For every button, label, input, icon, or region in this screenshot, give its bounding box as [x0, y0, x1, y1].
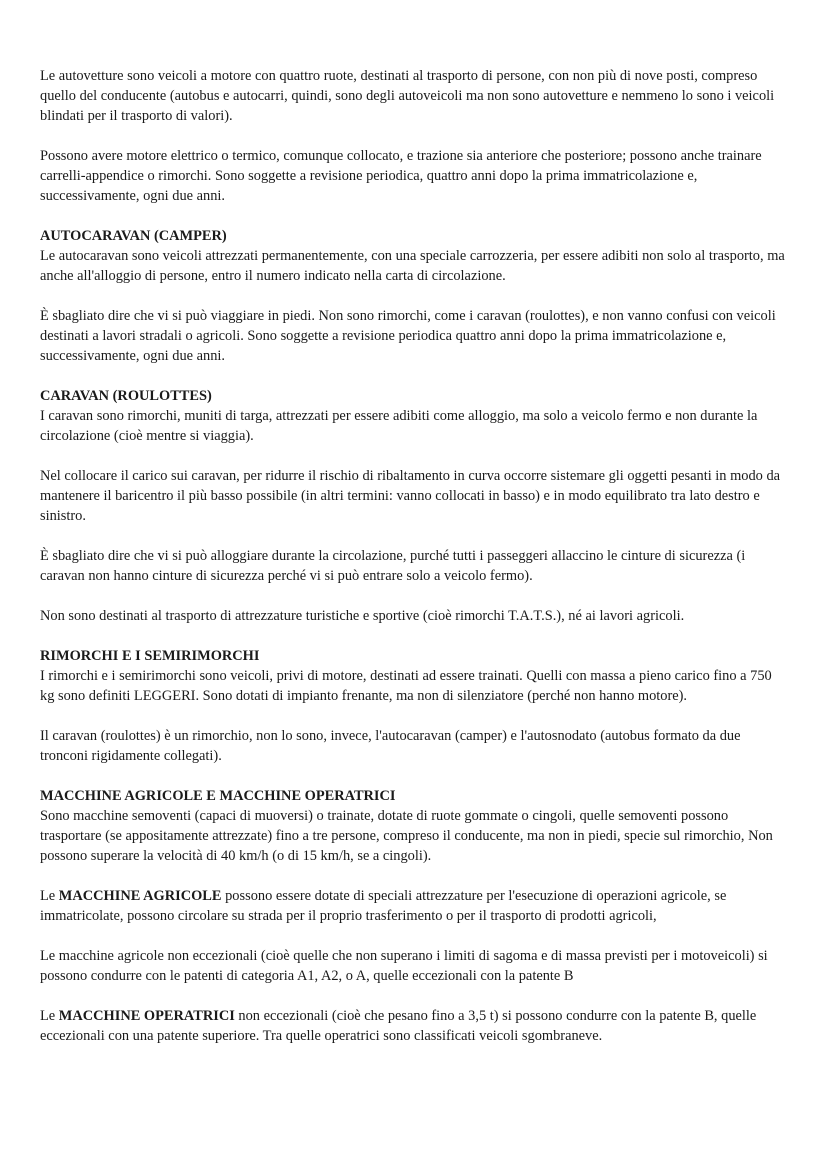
paragraph-gap: [40, 926, 788, 946]
paragraph-gap: [40, 866, 788, 886]
paragraph-gap: [40, 986, 788, 1006]
body-text: possono essere dotate di speciali attrezzature per l'esecuzione di operazioni agricole, se immatricolate, possono circolare su strada per il proprio trasferimento o per il trasporto di prodotti agricoli,: [40, 888, 727, 924]
heading-macchine: MACCHINE AGRICOLE E MACCHINE OPERATRICI: [40, 788, 396, 804]
paragraph-gap: [40, 706, 788, 726]
paragraph-caravan-definition: I caravan sono rimorchi, muniti di targa, attrezzati per essere adibiti come alloggio, ma solo a veicolo fermo e non durante la circolazione (cioè mentre si viaggia).: [40, 408, 758, 444]
lead-text: Le: [40, 888, 59, 904]
lead-text: Le: [40, 1008, 59, 1024]
paragraph-gap: [40, 626, 788, 646]
bold-term-macchine-agricole: MACCHINE AGRICOLE: [58, 888, 222, 904]
paragraph-autocaravan-note: È sbagliato dire che vi si può viaggiare in piedi. Non sono rimorchi, come i caravan (roulottes), e non vanno confusi con veicoli destinati a lavori stradali o agricoli. Sono soggette a revisione periodica quattro anni dopo la prima immatricolazione e, successivamente, ogni due anni.: [40, 308, 776, 364]
paragraph-caravan-carico: Nel collocare il carico sui caravan, per ridurre il rischio di ribaltamento in curva occorre sistemare gli oggetti pesanti in modo da mantenere il baricentro il più basso possibile (in altri termini: vanno collocati in basso) e in modo equilibrato tra lato destro e sinistro.: [40, 468, 781, 524]
paragraph-gap: [40, 766, 788, 786]
paragraph-macchine-operatrici: [40, 1006, 788, 1046]
heading-rimorchi: RIMORCHI E I SEMIRIMORCHI: [40, 648, 260, 664]
paragraph-autovetture-motore: Possono avere motore elettrico o termico, comunque collocato, e trazione sia anteriore che posteriore; possono anche trainare carrelli-appendice o rimorchi. Sono soggette a revisione periodica, quattro anni dopo la prima immatricolazione e, successivamente, ogni due anni.: [40, 148, 762, 204]
paragraph-rimorchi-definition: I rimorchi e i semirimorchi sono veicoli, privi di motore, destinati ad essere trainati. Quelli con massa a pieno carico fino a 750 kg sono definiti LEGGERI. Sono dotati di impianto frenante, ma non di silenziatore (perché non hanno motore).: [40, 668, 772, 704]
body-text: non eccezionali (cioè che pesano fino a 3,5 t) si possono condurre con la patente B, quelle eccezionali con una patente superiore. Tra quelle operatrici sono classificati veicoli sgombraneve.: [40, 1008, 757, 1044]
paragraph-macchine-definition: Sono macchine semoventi (capaci di muoversi) o trainate, dotate di ruote gommate o cingoli, quelle semoventi possono trasportare (se appositamente attrezzate) fino a tre persone, compreso il conducente, ma non in piedi, specie sul rimorchio, Non possono superare la velocità di 40 km/h (o di 15 km/h, se a cingoli).: [40, 808, 773, 864]
bold-term-macchine-operatrici: MACCHINE OPERATRICI: [58, 1008, 235, 1024]
paragraph-autocaravan-definition: Le autocaravan sono veicoli attrezzati permanentemente, con una speciale carrozzeria, per essere adibiti non solo al trasporto, ma anche all'alloggio di persone, entro il numero indicato nella carta di circolazione.: [40, 248, 785, 284]
paragraph-gap: [40, 586, 788, 606]
paragraph-gap: [40, 286, 788, 306]
heading-caravan: CARAVAN (ROULOTTES): [40, 388, 212, 404]
heading-autocaravan: AUTOCARAVAN (CAMPER): [40, 228, 227, 244]
paragraph-caravan-tats: Non sono destinati al trasporto di attrezzature turistiche e sportive (cioè rimorchi T.A.T.S.), né ai lavori agricoli.: [40, 608, 685, 624]
paragraph-gap: [40, 366, 788, 386]
paragraph-gap: [40, 126, 788, 146]
paragraph-autovetture-definition: Le autovetture sono veicoli a motore con quattro ruote, destinati al trasporto di persone, con non più di nove posti, compreso quello del conducente (autobus e autocarri, quindi, sono degli autoveicoli ma non sono autovetture e nemmeno lo sono i veicoli blindati per il trasporto di valori).: [40, 68, 775, 124]
paragraph-rimorchi-caravan: Il caravan (roulottes) è un rimorchio, non lo sono, invece, l'autocaravan (camper) e l'autosnodato (autobus formato da due tronconi rigidamente collegati).: [40, 728, 741, 764]
paragraph-gap: [40, 446, 788, 466]
paragraph-gap: [40, 526, 788, 546]
paragraph-macchine-agricole: [40, 886, 788, 926]
paragraph-macchine-agricole-patenti: Le macchine agricole non eccezionali (cioè quelle che non superano i limiti di sagoma e di massa previsti per i motoveicoli) si possono condurre con le patenti di categoria A1, A2, o A, quelle eccezionali con la patente B: [40, 948, 768, 984]
paragraph-caravan-circolazione: È sbagliato dire che vi si può alloggiare durante la circolazione, purché tutti i passeggeri allaccino le cinture di sicurezza (i caravan non hanno cinture di sicurezza perché vi si può entrare solo a veicolo fermo).: [40, 548, 746, 584]
paragraph-gap: [40, 206, 788, 226]
